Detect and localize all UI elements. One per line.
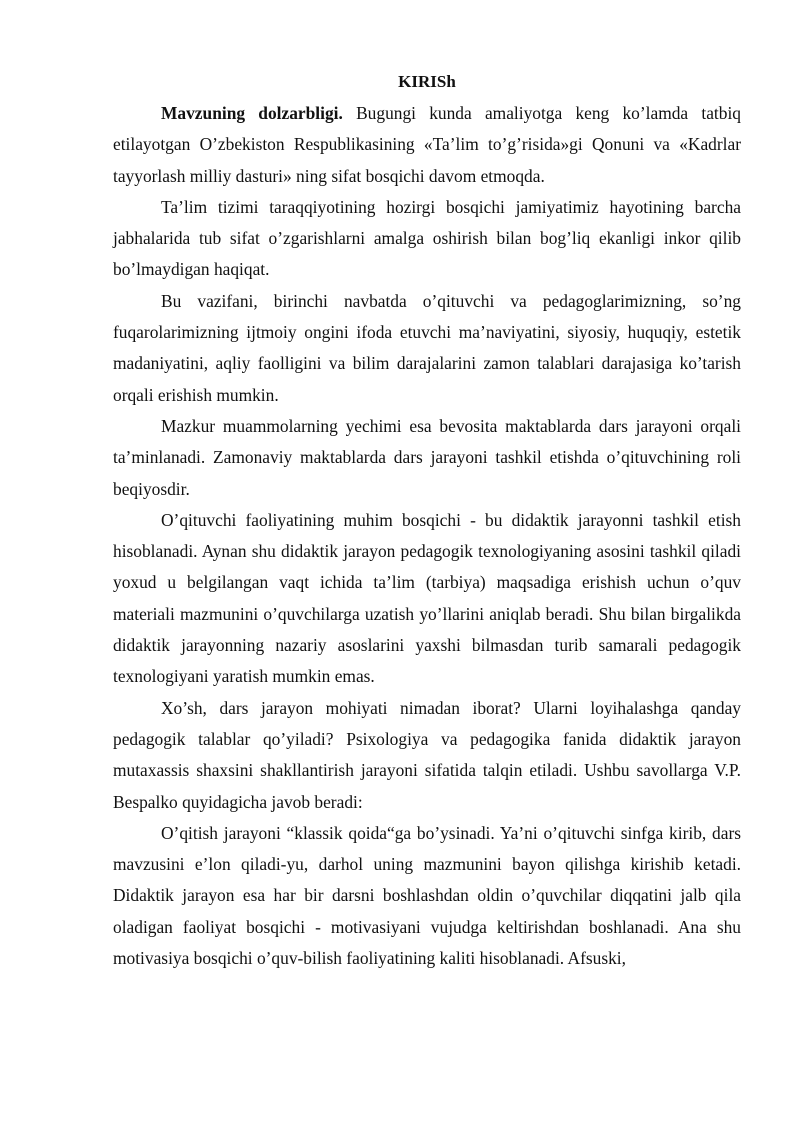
paragraph-3: Mazkur muammolarning yechimi esa bevosita maktablarda dars jarayoni orqali ta’minlanadi. Zamonaviy maktablarda dars jarayoni tashkil etishda o’qituvchining roli beqiyosdir.: [113, 415, 741, 499]
document-title: KIRISh: [398, 72, 456, 91]
intro-paragraph: [113, 98, 741, 192]
intro-lead: Mavzuning dolzarbligi.: [161, 103, 343, 123]
paragraph-2: Bu vazifani, birinchi navbatda o’qituvchi va pedagoglarimizning, so’ng fuqarolarimizning ijtmoiy ongini ifoda etuvchi ma’naviyatini, siyosiy, huquqiy, estetik madaniyatini, aqliy faolligini va bilim darajalarini zamon talablari darajasiga ko’tarish orqali erishish mumkin.: [113, 290, 741, 405]
paragraph-5: Xo’sh, dars jarayon mohiyati nimadan iborat? Ularni loyihalashga qanday pedagogik talablar qo’yiladi? Psixologiya va pedagogika fanida didaktik jarayon mutaxassis shaxsini shakllantirish jarayoni sifatida talqin etiladi. Ushbu savollarga V.P. Bespalko quyidagicha javob beradi:: [113, 697, 741, 812]
document-page: [113, 72, 741, 974]
paragraph-4: O’qituvchi faoliyatining muhim bosqichi - bu didaktik jarayonni tashkil etish hisoblanadi. Aynan shu didaktik jarayon pedagogik texnologiyaning asosini tashkil qiladi yoxud u belgilangan vaqt ichida ta’lim (tarbiya) maqsadiga erishish uchun o’quv materiali mazmunini o’quvchilarga uzatish yo’llarini aniqlab beradi. Shu bilan birgalikda didaktik jarayonning nazariy asoslarini yaxshi bilmasdan turib samarali pedagogik texnologiyani yaratish mumkin emas.: [113, 509, 741, 687]
paragraph-6: O’qitish jarayoni “klassik qoida“ga bo’ysinadi. Ya’ni o’qituvchi sinfga kirib, dars mavzusini e’lon qiladi-yu, darhol uning mazmunini bayon qilishga kirishib ketadi. Didaktik jarayon esa har bir darsni boshlashdan oldin o’quvchilar diqqatini jalb qila oladigan faoliyat bosqichi - motivasiyani vujudga keltirishdan boshlanadi. Ana shu motivasiya bosqichi o’quv-bilish faoliyatining kaliti hisoblanadi. Afsuski,: [113, 822, 741, 969]
paragraph-1: Ta’lim tizimi taraqqiyotining hozirgi bosqichi jamiyatimiz hayotining barcha jabhalarida tub sifat o’zgarishlarni amalga oshirish bilan bog’liq ekanligi inkor qilib bo’lmaydigan haqiqat.: [113, 196, 741, 280]
intro-text: Bugungi kunda amaliyotga keng ko’lamda tatbiq etilayotgan O’zbekiston Respublikasining «Ta’lim to’g’risida»gi Qonuni va «Kadrlar tayyorlash milliy dasturi» ning sifat bosqichi davom etmoqda.: [113, 103, 741, 186]
